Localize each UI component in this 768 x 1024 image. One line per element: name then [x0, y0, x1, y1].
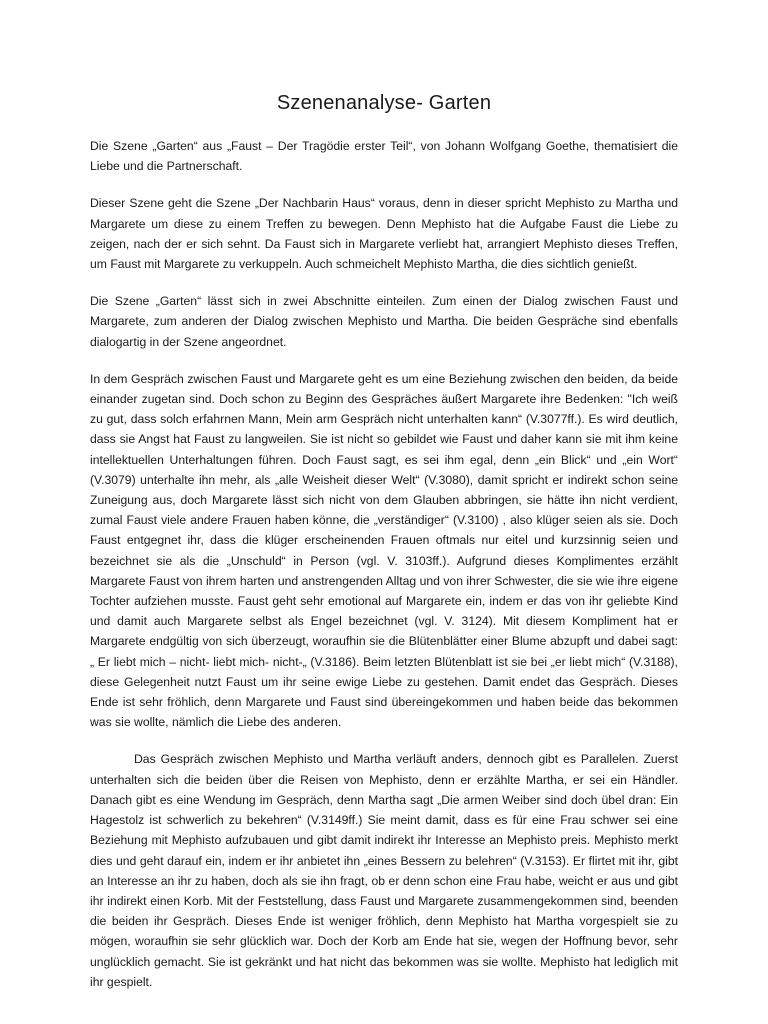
paragraph-faust-margarete: In dem Gespräch zwischen Faust und Margarete geht es um eine Beziehung zwischen den beiden, da beide einander zugetan sind. Doch schon zu Beginn des Gespräches äußert Margarete ihre Bedenken: "Ich weiß zu gut, dass solch erfahrnen Mann, Mein arm Gespräch nicht unterhalten kann“ (V.3077ff.). Es wird deutlich, dass sie Angst hat Faust zu langweilen. Sie ist nicht so gebildet wie Faust und daher kann sie mit ihm keine intellektuellen Unterhaltungen führen. Doch Faust sagt, es sei ihm egal, denn „ein Blick“ und „ein Wort“ (V.3079) unterhalte ihn mehr, als „alle Weisheit dieser Welt“ (V.3080), damit spricht er indirekt schon seine Zuneigung aus, doch Margarete lässt sich nicht von dem Glauben abbringen, sie hätte ihn nicht verdient, zumal Faust viele andere Frauen haben könne, die „verständiger“ (V.3100) , also klüger seien als sie. Doch Faust entgegnet ihr, dass die klüger erscheinenden Frauen oftmals nur eitel und kurzsinnig seien und bezeichnet sie als die „Unschuld“ in Person (vgl. V. 3103ff.). Aufgrund dieses Komplimentes erzählt Margarete Faust von ihrem harten und anstrengenden Alltag und von ihrer Schwester, die sie wie ihre eigene Tochter aufziehen musste. Faust geht sehr emotional auf Margarete ein, indem er das von ihr geliebte Kind und damit auch Margarete selbst als Engel bezeichnet (vgl. V. 3124). Mit diesem Kompliment hat er Margarete endgültig von sich überzeugt, woraufhin sie die Blütenblätter einer Blume abzupft und dabei sagt: „ Er liebt mich – nicht- liebt mich- nicht-„ (V.3186). Beim letzten Blütenblatt ist sie bei „er liebt mich“ (V.3188), diese Gelegenheit nutzt Faust um ihr seine ewige Liebe zu gestehen. Damit endet das Gespräch. Dieses Ende ist sehr fröhlich, denn Margarete und Faust sind übereingekommen und haben beide das bekommen was sie wollte, nämlich die Liebe des anderen. [90, 371, 678, 730]
paragraph-mephisto-martha: Das Gespräch zwischen Mephisto und Martha verläuft anders, dennoch gibt es Parallelen. Zuerst unterhalten sich die beiden über die Reisen von Mephisto, denn er erzählte Martha, er sei ein Händler. Danach gibt es eine Wendung im Gespräch, denn Martha sagt „Die armen Weiber sind doch übel dran: Ein Hagestolz ist schwerlich zu bekehren“ (V.3149ff.) Sie meint damit, dass es für eine Frau schwer sei eine Beziehung mit Mephisto aufzubauen und gibt damit indirekt ihr Interesse an Mephisto preis. Mephisto merkt dies und geht darauf ein, indem er ihr anbietet ihn „eines Bessern zu belehren“ (V.3153). Er flirtet mit ihr, gibt an Interesse an ihr zu haben, doch als sie ihn fragt, ob er denn schon eine Frau habe, weicht er aus und gibt ihr indirekt einen Korb. Mit der Feststellung, dass Faust und Margarete zusammengekommen sind, beenden die beiden ihr Gespräch. Dieses Ende ist weniger fröhlich, denn Mephisto hat Martha vorgespielt sie zu mögen, woraufhin sie sehr glücklich war. Doch der Korb am Ende hat sie, wegen der Hoffnung bevor, sehr unglücklich gemacht. Sie ist gekränkt und hat nicht das bekommen was sie wollte. Mephisto hat lediglich mit ihr gespielt. [90, 752, 678, 989]
document-body [90, 136, 678, 1009]
paragraph-structure: Die Szene „Garten“ lässt sich in zwei Abschnitte einteilen. Zum einen der Dialog zwischen Faust und Margarete, zum anderen der Dialog zwischen Mephisto und Martha. Die beiden Gespräche sind ebenfalls dialogartig in der Szene angeordnet. [90, 294, 678, 349]
paragraph-context: Dieser Szene geht die Szene „Der Nachbarin Haus“ voraus, denn in dieser spricht Mephisto zu Martha und Margarete um diese zu einem Treffen zu bewegen. Denn Mephisto hat die Aufgabe Faust die Liebe zu zeigen, nach der er sich sehnt. Da Faust sich in Margarete verliebt hat, arrangiert Mephisto dieses Treffen, um Faust mit Margarete zu verkuppeln. Auch schmeichelt Mephisto Martha, die dies sichtlich genießt. [90, 196, 678, 272]
paragraph-intro: Die Szene „Garten“ aus „Faust – Der Tragödie erster Teil“, von Johann Wolfgang Goethe, thematisiert die Liebe und die Partnerschaft. [90, 139, 678, 174]
page-title: Szenenanalyse- Garten [276, 92, 492, 114]
